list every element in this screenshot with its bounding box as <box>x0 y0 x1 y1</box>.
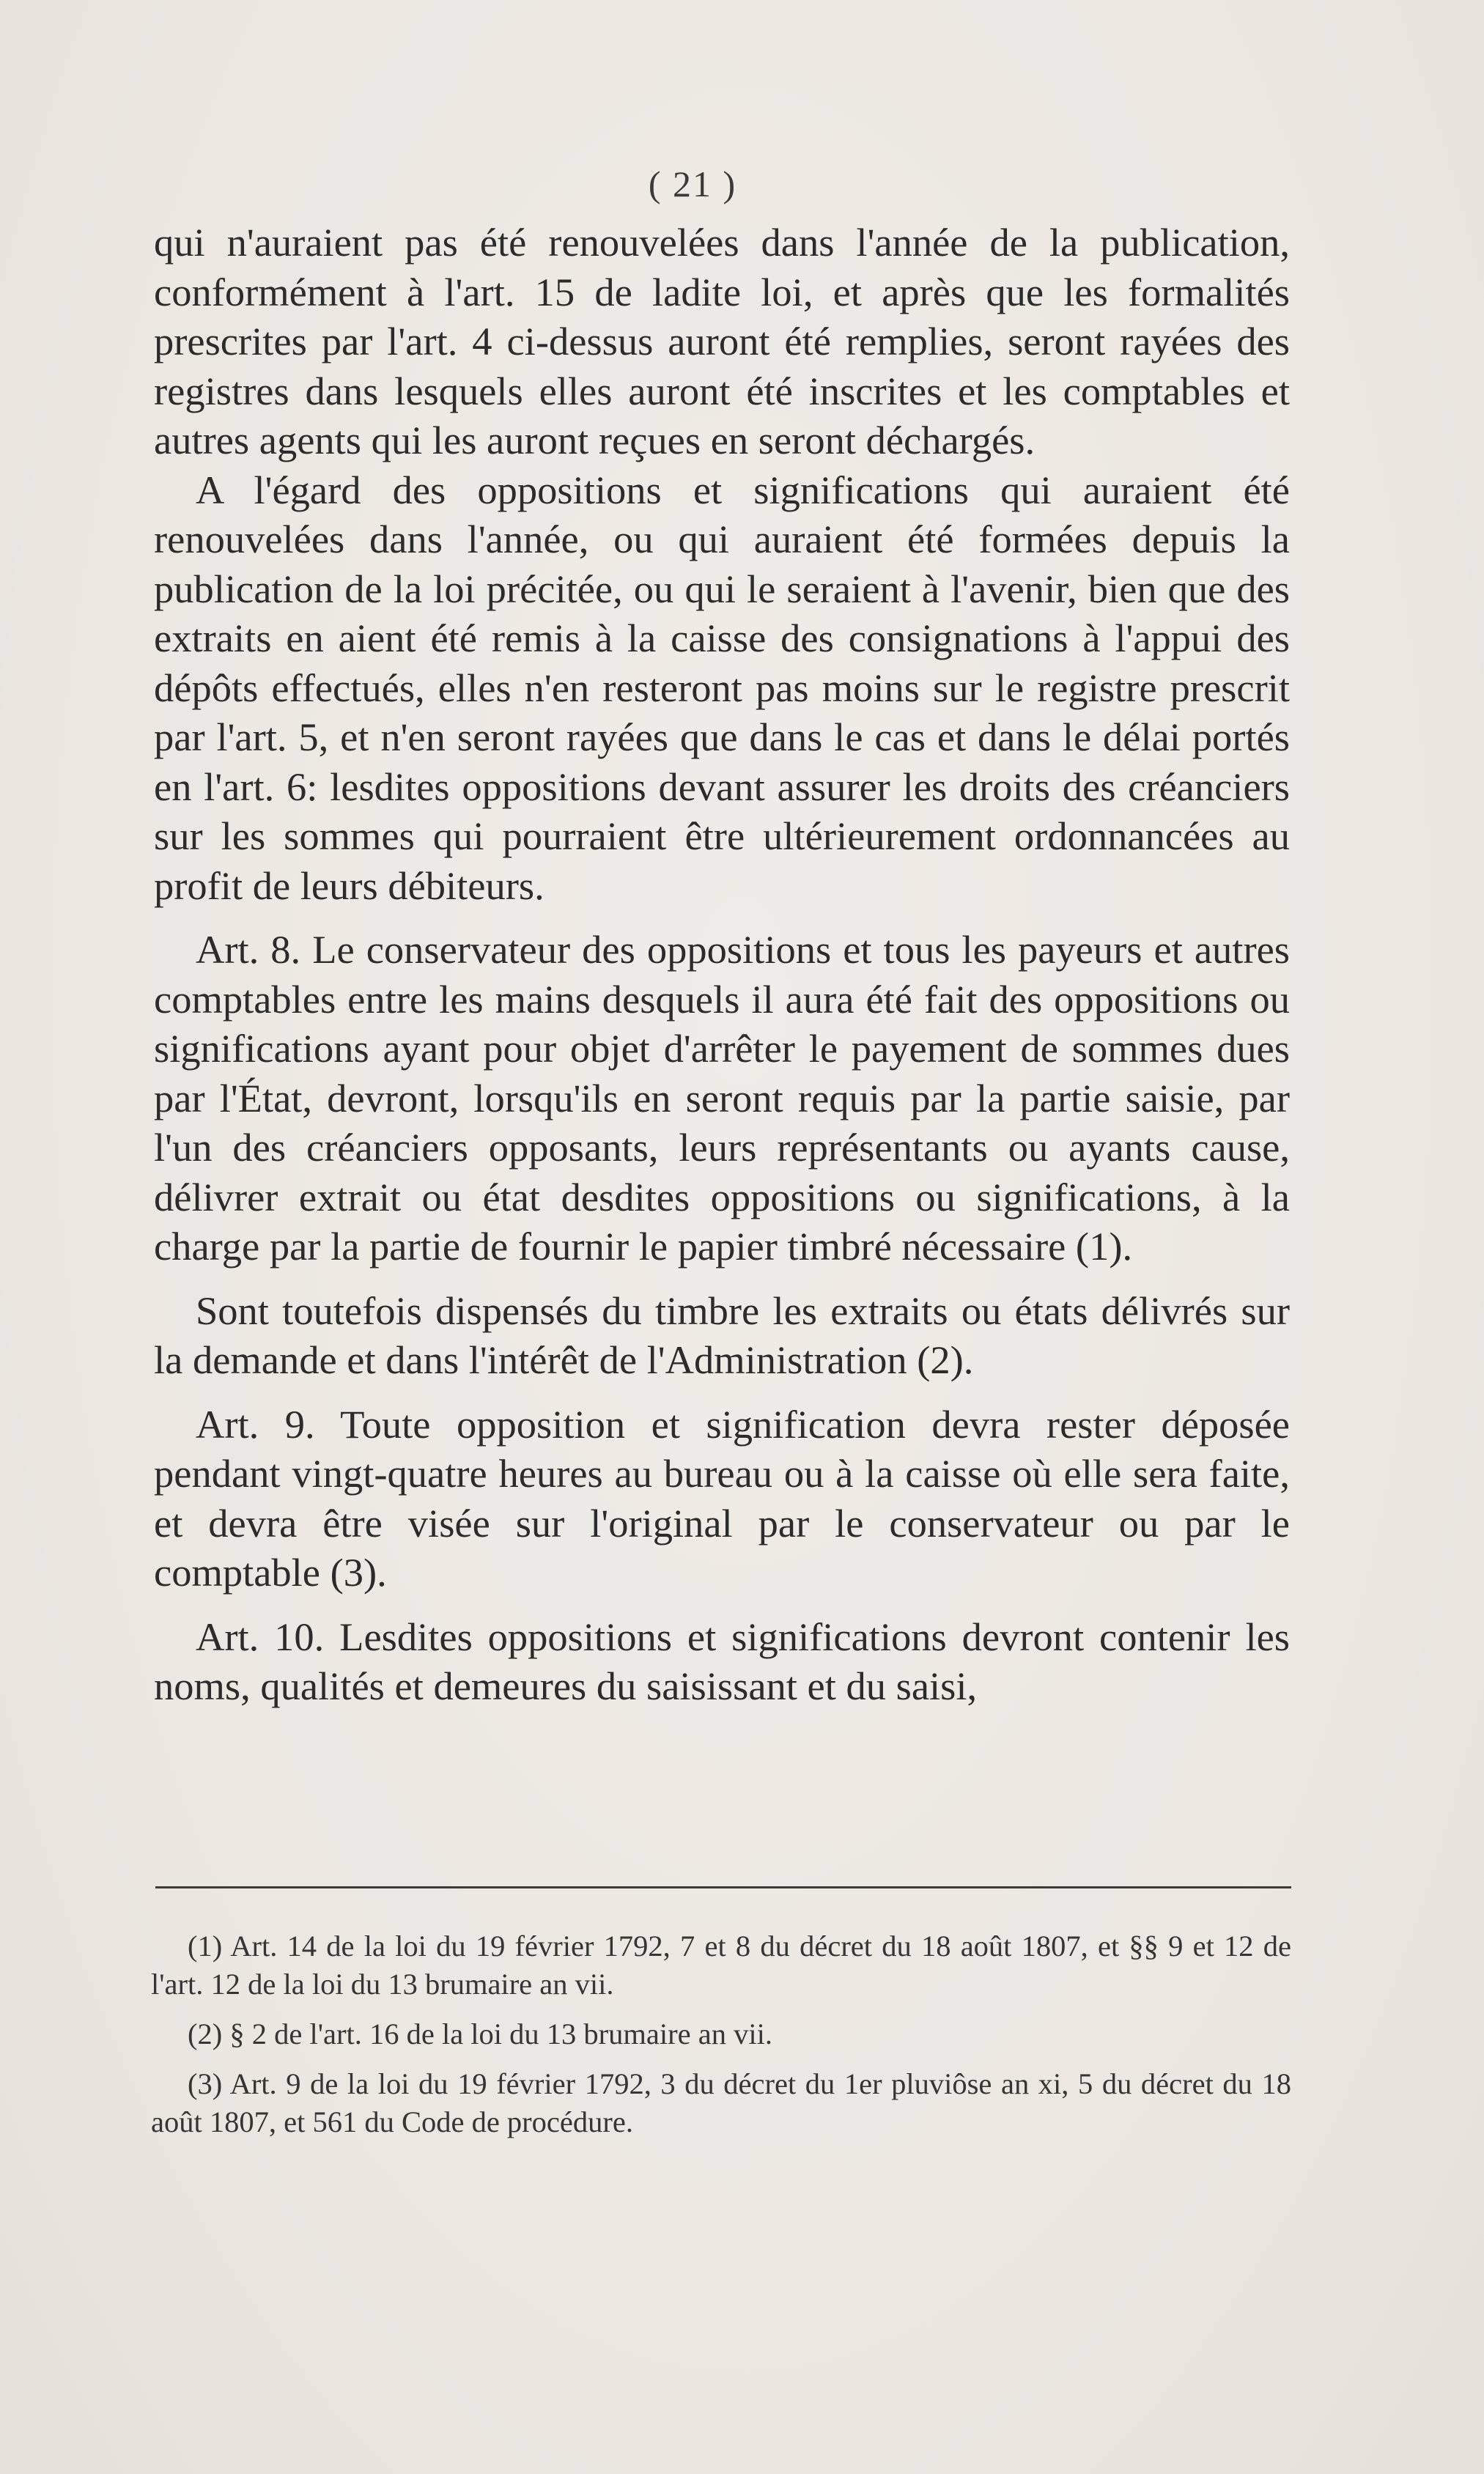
footnotes <box>151 1927 1291 2153</box>
page-number: ( 21 ) <box>648 163 737 204</box>
paragraph-continuation: qui n'auraient pas été renouvelées dans l'année de la publication, conformément à l'art. 15 de ladite loi, et après que les formalités prescrites par l'art. 4 ci-dessus auront été remplies, seront rayées des registres dans lesquels elles auront été inscrites et les comptables et autres agents qui les auront reçues en seront déchargés. <box>154 220 1290 462</box>
paragraph-dispense-timbre: Sont toutefois dispensés du timbre les extraits ou états délivrés sur la demande et dans l'intérêt de l'Administration (2). <box>154 1288 1290 1382</box>
footnote-1: (1) Art. 14 de la loi du 19 février 1792, 7 et 8 du décret du 18 août 1807, et §§ 9 et 12 de l'art. 12 de la loi du 13 brumaire an vii. <box>151 1930 1291 2001</box>
paragraph-article-10: Art. 10. Lesdites oppositions et significations devront contenir les noms, qualités et demeures du saisissant et du saisi, <box>154 1614 1290 1708</box>
paragraph-regard-oppositions: A l'égard des oppositions et significations qui auraient été renouvelées dans l'année, ou qui auraient été formées depuis la publication de la loi précitée, ou qui le seraient à l'avenir, bien que des extraits en aient été remis à la caisse des consignations à l'appui des dépôts effectués, elles n'en resteront pas moins sur le registre prescrit par l'art. 5, et n'en seront rayées que dans le cas et dans le délai portés en l'art. 6: lesdites oppositions devant assurer les droits des créanciers sur les sommes qui pourraient être ultérieurement ordonnancées au profit de leurs débiteurs. <box>154 467 1290 908</box>
footnote-2: (2) § 2 de l'art. 16 de la loi du 13 brumaire an vii. <box>188 2017 772 2050</box>
footnote-3: (3) Art. 9 de la loi du 19 février 1792, 3 du décret du 1er pluviôse an xi, 5 du décret du 18 août 1807, et 561 du Code de procédure. <box>151 2067 1291 2138</box>
footnote-separator-rule <box>155 1886 1291 1888</box>
paragraph-article-9: Art. 9. Toute opposition et signification devra rester déposée pendant vingt-quatre heures au bureau ou à la caisse où elle sera faite, et devra être visée sur l'original par le conservateur ou par le comptable (3). <box>154 1401 1290 1595</box>
body-text <box>154 218 1290 1711</box>
paragraph-article-8: Art. 8. Le conservateur des oppositions et tous les payeurs et autres comptables entre les mains desquels il aura été fait des oppositions ou significations ayant pour objet d'arrêter le payement de sommes dues par l'État, devront, lorsqu'ils en seront requis par la partie saisie, par l'un des créanciers opposants, leurs représentants ou ayants cause, délivrer extrait ou état desdites oppositions ou significations, à la charge par la partie de fournir le papier timbré nécessaire (1). <box>154 927 1290 1269</box>
